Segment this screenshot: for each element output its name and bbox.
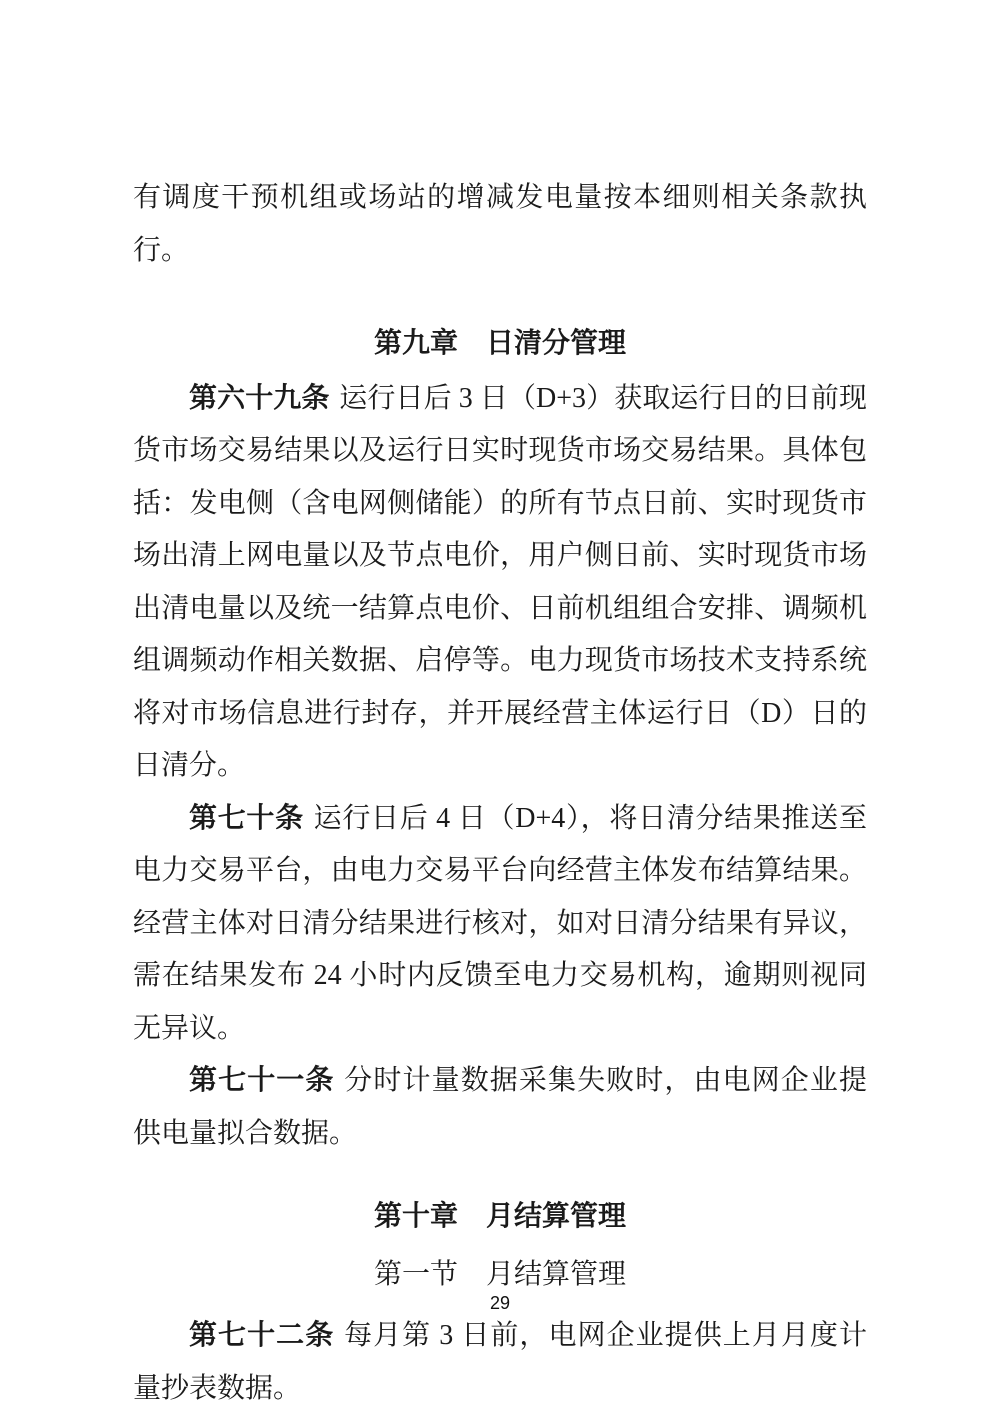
chapter-9-title: 第九章 日清分管理 (373, 327, 626, 358)
article-71-number: 第七十一条 (189, 1065, 335, 1096)
article-71 (133, 1055, 867, 1160)
article-70-number: 第七十条 (189, 802, 304, 834)
article-70 (133, 793, 867, 1056)
article-69 (133, 373, 867, 793)
article-72-number: 第七十二条 (189, 1320, 335, 1351)
document-body (133, 172, 867, 1414)
article-69-text: 运行日后 3 日（D+3）获取运行日的日前现货市场交易结果以及运行日实时现货市场交易结果。具体包括：发电侧（含电网侧储能）的所有节点日前、实时现货市场出清上网电量以及节点电价，用户侧日前、实时现货市场出清电量以及统一结算点电价、日前机组组合安排、调频机组调频动作相关数据、启停等。电力现货市场技术支持系统将对市场信息进行封存，并开展经营主体运行日（D）日的日清分。 (133, 382, 867, 781)
chapter-10-section-1-title: 第一节 月结算管理 (373, 1258, 626, 1290)
article-72 (133, 1310, 867, 1414)
article-70-text: 运行日后 4 日（D+4），将日清分结果推送至电力交易平台，由电力交易平台向经营主体发布结算结果。经营主体对日清分结果进行核对，如对日清分结果有异议，需在结果发布 24 小时内反馈至电力交易机构，逾期则视同无异议。 (133, 802, 867, 1044)
page-number: 29 (489, 1293, 511, 1313)
article-72-text: 每月第 3 日前，电网企业提供上月月度计量抄表数据。 (133, 1320, 867, 1404)
paragraph-continuation: 有调度干预机组或场站的增减发电量按本细则相关条款执行。 (133, 182, 867, 266)
chapter-10-title: 第十章 月结算管理 (373, 1200, 626, 1231)
article-69-number: 第六十九条 (189, 382, 330, 414)
article-71-text: 分时计量数据采集失败时，由电网企业提供电量拟合数据。 (133, 1065, 867, 1149)
